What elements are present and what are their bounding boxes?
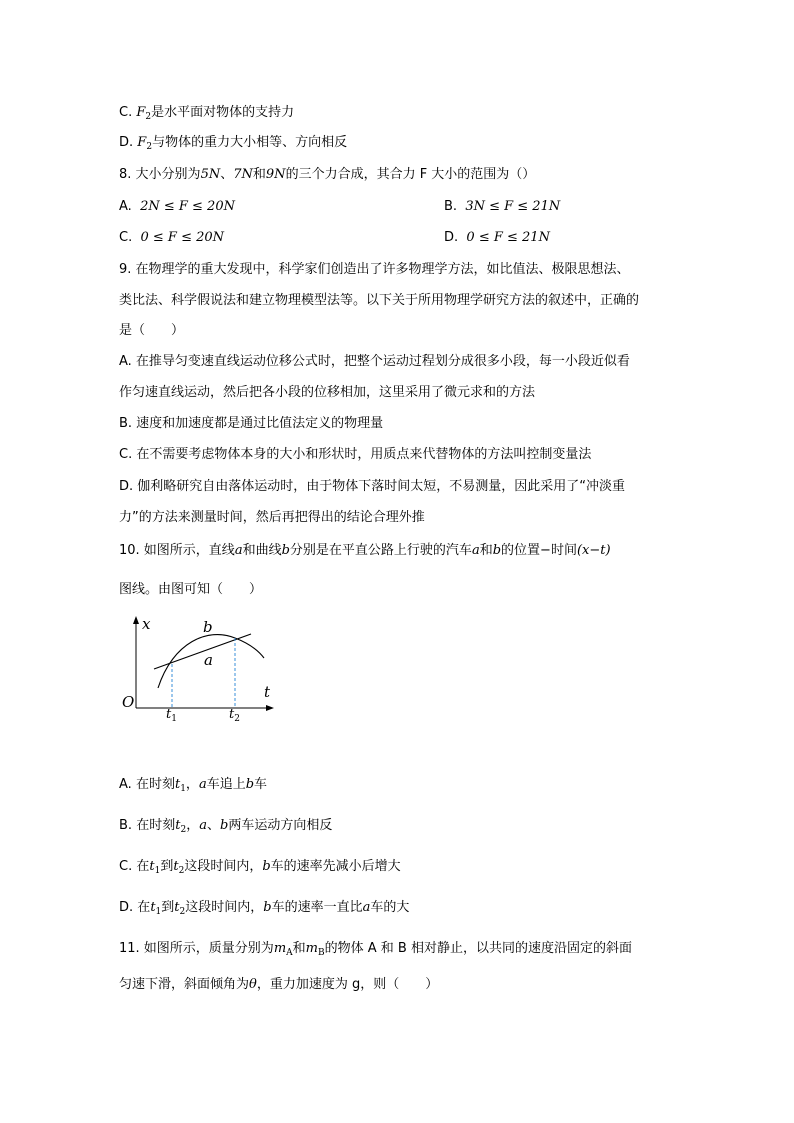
force-value: 5N xyxy=(200,167,221,182)
stem-text: 分别是在平直公路上行驶的汽车 xyxy=(289,543,472,558)
var-b: b xyxy=(245,777,255,792)
option-text: ， xyxy=(185,777,199,792)
time-symbol: t xyxy=(174,777,181,792)
q11-stem-line-2 xyxy=(119,976,438,994)
stem-text: 和 xyxy=(292,941,306,956)
q7-option-c xyxy=(119,104,294,122)
position-time-graph xyxy=(118,612,278,722)
stem-text: 的位置−时间 xyxy=(501,543,577,558)
option-label: C. xyxy=(119,230,133,245)
t1-subscript: 1 xyxy=(171,714,177,722)
separator: 和 xyxy=(252,167,266,182)
q9-option-b: B. 速度和加速度都是通过比值法定义的物理量 xyxy=(119,416,384,431)
symbol-f: F xyxy=(136,105,146,120)
option-text: 3N ≤ F ≤ 21N xyxy=(465,199,561,214)
force-value: 7N xyxy=(233,167,253,182)
q11-stem-line-1 xyxy=(119,940,632,958)
q10-stem-line-2: 图线。由图可知（ ） xyxy=(119,582,263,597)
option-label: B. xyxy=(119,818,133,833)
t2-subscript: 2 xyxy=(234,714,240,722)
subscript: 1 xyxy=(180,784,186,794)
option-text: 车 xyxy=(254,777,268,792)
subscript: 2 xyxy=(145,112,152,122)
line-a-label: a xyxy=(204,651,213,669)
var-a: a xyxy=(199,818,207,833)
option-text: ， xyxy=(186,818,200,833)
subscript: 1 xyxy=(154,866,161,876)
option-label: D. xyxy=(119,135,134,150)
force-value: 9N xyxy=(265,167,286,182)
subscript: B xyxy=(317,948,325,958)
x-axis-arrow xyxy=(133,616,139,624)
q10-option-b xyxy=(119,817,332,835)
t1-label xyxy=(166,707,177,722)
time-symbol: t xyxy=(149,859,155,874)
option-text: 2N ≤ F ≤ 20N xyxy=(140,199,235,214)
subscript: 1 xyxy=(155,907,162,917)
stem-text: 和 xyxy=(479,543,493,558)
q8-option-b xyxy=(444,198,560,216)
q9-option-d-line-2: 力”的方法来测量时间，然后再把得出的结论合理外推 xyxy=(119,510,425,525)
q10-option-c xyxy=(119,858,401,876)
stem-text: 10. 如图所示，直线 xyxy=(119,543,235,558)
var-a: a xyxy=(234,543,243,558)
option-label: C. xyxy=(119,105,133,120)
t-axis-label: t xyxy=(264,683,271,701)
subscript: 2 xyxy=(178,866,185,876)
var-b: b xyxy=(281,543,290,558)
time-symbol: t xyxy=(174,900,180,915)
option-text: 在时刻 xyxy=(136,818,176,833)
option-text: 两车运动方向相反 xyxy=(228,818,333,833)
var-b: b xyxy=(219,818,229,833)
curve-b-label: b xyxy=(203,618,213,636)
separator: 、 xyxy=(220,167,234,182)
time-symbol: t xyxy=(150,900,156,915)
stem-text: 的物体 A 和 B 相对静止，以共同的速度沿固定的斜面 xyxy=(324,941,632,956)
xt-notation: (x−t) xyxy=(576,543,611,558)
subscript: 2 xyxy=(179,907,186,917)
var-b: b xyxy=(263,900,272,915)
time-symbol: t xyxy=(173,859,179,874)
stem-text: 和曲线 xyxy=(242,543,282,558)
t2-symbol: t xyxy=(229,707,235,722)
q8-option-a xyxy=(119,198,235,216)
option-text: 与物体的重力大小相等、方向相反 xyxy=(152,135,348,150)
stem-text: 的三个力合成，其合力 F 大小的范围为（） xyxy=(285,167,536,182)
stem-text: 11. 如图所示，质量分别为 xyxy=(119,941,274,956)
origin-label: O xyxy=(122,693,135,711)
q8-option-c xyxy=(119,229,224,247)
option-text: 0 ≤ F ≤ 21N xyxy=(466,230,550,245)
option-text: 到 xyxy=(160,859,174,874)
q9-option-a-line-2: 作匀速直线运动，然后把各小段的位移相加，这里采用了微元求和的方法 xyxy=(119,385,536,400)
subscript: A xyxy=(286,948,293,958)
var-b: b xyxy=(262,859,271,874)
mass-symbol: m xyxy=(273,941,287,956)
q9-option-a-line-1: A. 在推导匀变速直线运动位移公式时，把整个运动过程划分成很多小段，每一小段近似看 xyxy=(119,354,630,369)
q9-stem-line-1: 9. 在物理学的重大发现中，科学家们创造出了许多物理学方法，如比值法、极限思想法、 xyxy=(119,262,630,277)
stem-text: 匀速下滑，斜面倾角为 xyxy=(119,977,250,992)
option-label: C. xyxy=(119,859,133,874)
option-text: 到 xyxy=(161,900,175,915)
q9-option-c: C. 在不需要考虑物体本身的大小和形状时，用质点来代替物体的方法叫控制变量法 xyxy=(119,447,592,462)
q10-option-a xyxy=(119,776,267,794)
option-text: 这段时间内， xyxy=(184,859,263,874)
q9-option-d-line-1: D. 伽利略研究自由落体运动时，由于物体下落时间太短，不易测量，因此采用了“冲淡重 xyxy=(119,479,626,494)
t2-label xyxy=(229,707,240,722)
time-symbol: t xyxy=(175,818,181,833)
option-text: 在 xyxy=(136,859,150,874)
option-label: A. xyxy=(119,199,132,214)
q8-option-d xyxy=(444,229,550,247)
option-label: D. xyxy=(119,900,134,915)
t-axis-arrow xyxy=(266,705,274,711)
q10-stem-line-1 xyxy=(119,542,611,560)
t1-symbol: t xyxy=(166,707,172,722)
q9-stem-line-3: 是（ ） xyxy=(119,323,185,338)
var-b: b xyxy=(492,543,502,558)
stem-text: ，重力加速度为 g，则（ ） xyxy=(256,977,439,992)
q7-option-d xyxy=(119,134,347,152)
option-text: 是水平面对物体的支持力 xyxy=(151,105,295,120)
subscript: 2 xyxy=(146,142,153,152)
question-number: 8. xyxy=(119,167,132,182)
q9-stem-line-2: 类比法、科学假说法和建立物理模型法等。以下关于所用物理学研究方法的叙述中，正确的 xyxy=(119,293,640,308)
var-a: a xyxy=(198,777,207,792)
option-text: 这段时间内， xyxy=(185,900,264,915)
symbol-f: F xyxy=(137,135,147,150)
stem-text: 大小分别为 xyxy=(135,167,201,182)
option-text: 、 xyxy=(206,818,220,833)
option-label: D. xyxy=(444,230,459,245)
theta-symbol: θ xyxy=(249,977,257,992)
option-text: 车追上 xyxy=(206,777,246,792)
x-axis-label: x xyxy=(142,615,151,633)
option-text: 车的大 xyxy=(370,900,410,915)
option-text: 车的速率先减小后增大 xyxy=(270,859,401,874)
option-text: 在时刻 xyxy=(135,777,175,792)
var-a: a xyxy=(362,900,371,915)
option-text: 0 ≤ F ≤ 20N xyxy=(140,230,225,245)
option-text: 在 xyxy=(137,900,151,915)
mass-symbol: m xyxy=(305,941,318,956)
option-label: B. xyxy=(444,199,458,214)
q10-option-d xyxy=(119,899,409,917)
q8-stem xyxy=(119,166,535,184)
subscript: 2 xyxy=(180,825,187,835)
var-a: a xyxy=(471,543,480,558)
option-text: 车的速率一直比 xyxy=(271,900,363,915)
line-a xyxy=(154,634,251,669)
option-label: A. xyxy=(119,777,132,792)
